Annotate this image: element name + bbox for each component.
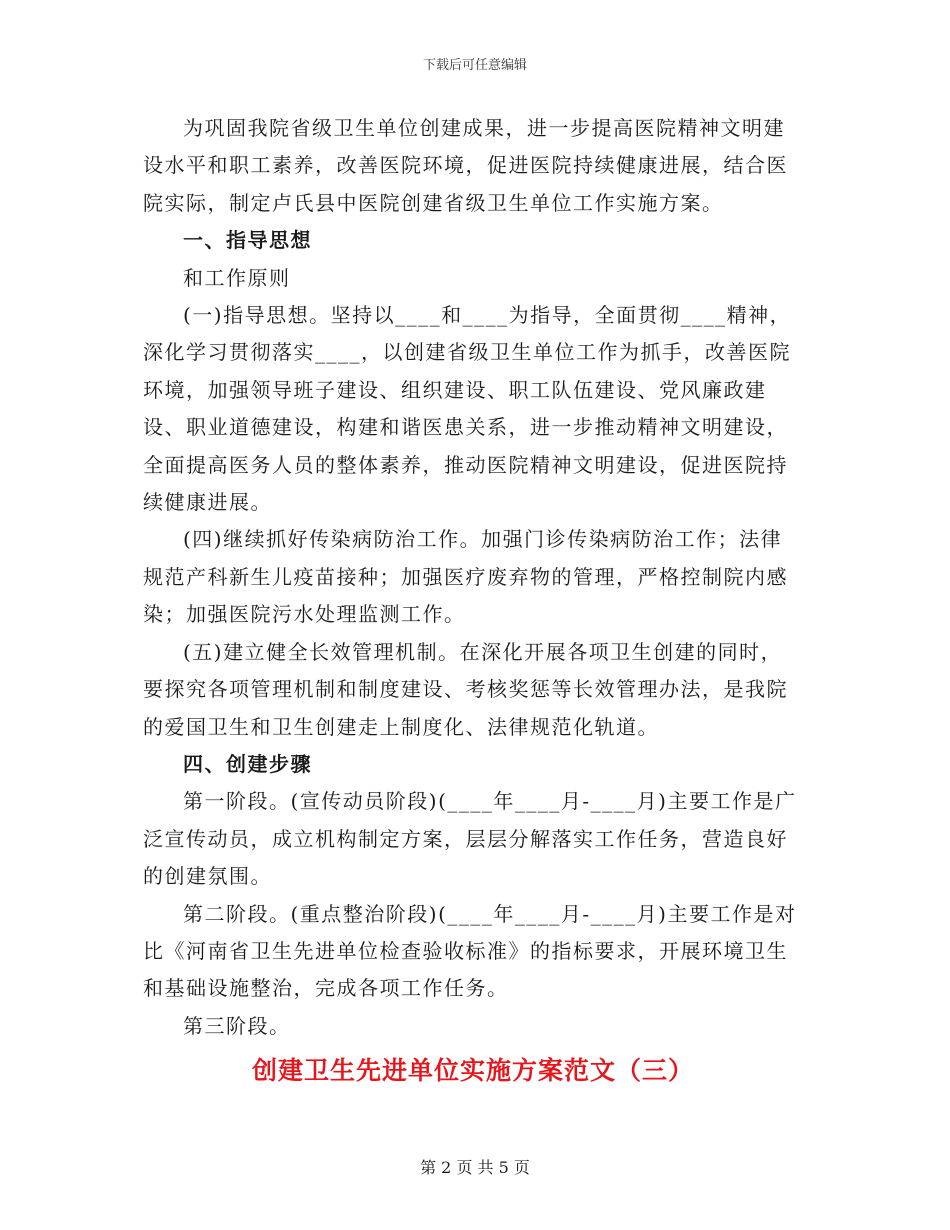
paragraph-stage-three: 第三阶段。 xyxy=(183,1013,291,1038)
intro-paragraph: 为巩固我院省级卫生单位创建成果，进一步提高医院精神文明建设水平和职工素养，改善医院环境，促进医院持续健康进展，结合医院实际，制定卢氏县中医院创建省级卫生单位工作实施方案。 xyxy=(143,116,788,215)
document-title-red: 创建卫生先进单位实施方案范文（三） xyxy=(251,1056,694,1086)
document-body xyxy=(143,110,803,1091)
paragraph-long-term-mechanism: (五)建立健全长效管理机制。在深化开展各项卫生创建的同时，要探究各项管理机制和制度建设、考核奖惩等长效管理办法，是我院的爱国卫生和卫生创建走上制度化、法律规范化轨道。 xyxy=(143,639,788,739)
page-footer: 第 2 页 共 5 页 xyxy=(420,1158,530,1177)
section-heading-creation-steps: 四、创建步骤 xyxy=(183,751,312,776)
paragraph-infectious-disease: (四)继续抓好传染病防治工作。加强门诊传染病防治工作；法律规范产科新生儿疫苗接种；加强医疗废弃物的管理，严格控制院内感染；加强医院污水处理监测工作。 xyxy=(143,527,788,627)
paragraph-stage-one: 第一阶段。(宣传动员阶段)(____年____月-____月)主要工作是广泛宣传动员，成立机构制定方案，层层分解落实工作任务，营造良好的创建氛围。 xyxy=(143,789,797,889)
section-heading-guiding-ideology: 一、指导思想 xyxy=(183,228,312,253)
subheading-work-principles: 和工作原则 xyxy=(183,265,291,290)
paragraph-stage-two: 第二阶段。(重点整治阶段)(____年____月-____月)主要工作是对比《河南省卫生先进单位检查验收标准》的指标要求，开展环境卫生和基础设施整治，完成各项工作任务。 xyxy=(143,901,797,1001)
page-header: 下载后可任意编辑 xyxy=(422,58,527,73)
paragraph-guiding-ideology: (一)指导思想。坚持以____和____为指导，全面贯彻____精神，深化学习贯彻落实____，以创建省级卫生单位工作为抓手，改善医院环境，加强领导班子建设、组织建设、职工队伍建设、党风廉政建设、职业道德建设，构建和谐医患关系，进一步推动精神文明建设，全面提高医务人员的整体素养，推动医院精神文明建设，促进医院持续健康进展。 xyxy=(143,303,792,515)
